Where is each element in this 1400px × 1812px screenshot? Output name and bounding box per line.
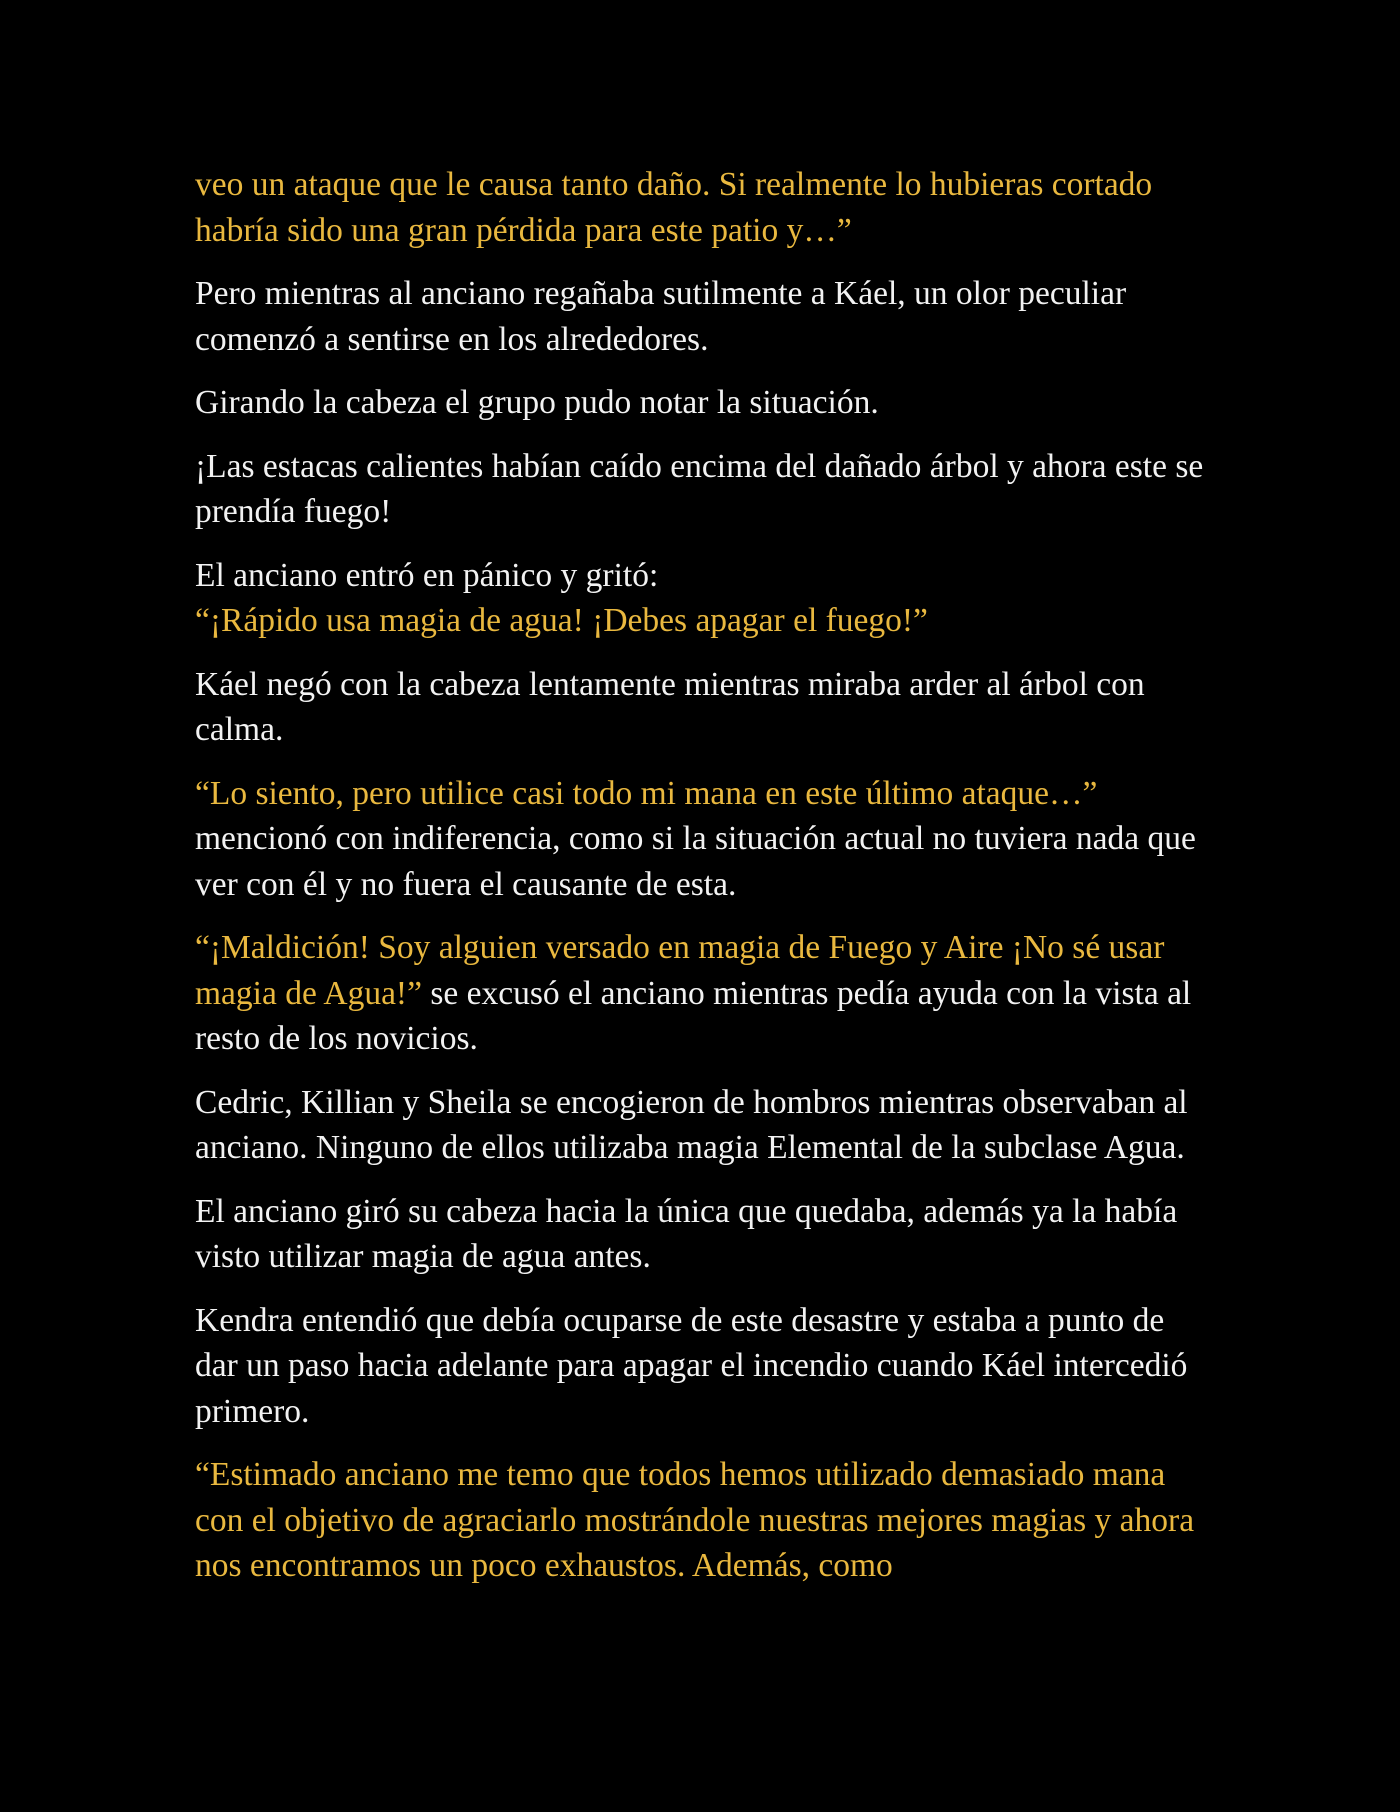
dialogue-text: “¡Maldición! Soy alguien versado en magia de Fuego y Aire ¡No sé usar magia de Agua!”	[195, 929, 1165, 1012]
dialogue-text: “Estimado anciano me temo que todos hemos utilizado demasiado mana con el objetivo de agraciarlo mostrándole nuestras mejores magias y ahora nos encontramos un poco exhaustos. Además, como	[195, 1456, 1195, 1584]
narration-text: Kendra entendió que debía ocuparse de este desastre y estaba a punto de dar un paso hacia adelante para apagar el incendio cuando Káel intercedió primero.	[195, 1301, 1188, 1430]
dialogue-text: “¡Rápido usa magia de agua! ¡Debes apagar el fuego!”	[195, 602, 928, 639]
paragraph	[195, 380, 1215, 426]
narration-text: mencionó con indiferencia, como si la situación actual no tuviera nada que ver con él y no fuera el causante de esta.	[195, 820, 1196, 903]
narration-text: Pero mientras al anciano regañaba sutilmente a Káel, un olor peculiar comenzó a sentirse en los alrededores.	[195, 275, 1127, 358]
dialogue-text: “Lo siento, pero utilice casi todo mi mana en este último ataque…”	[195, 774, 1098, 812]
paragraph	[195, 1452, 1215, 1589]
paragraph	[195, 925, 1215, 1062]
paragraph	[195, 771, 1215, 908]
paragraph	[195, 1080, 1215, 1171]
narration-text: Cedric, Killian y Sheila se encogieron de hombros mientras observaban al anciano. Ninguno de ellos utilizaba magia Elemental de la subclase Agua.	[195, 1083, 1188, 1166]
narration-text: Girando la cabeza el grupo pudo notar la situación.	[195, 384, 879, 421]
narration-text: El anciano giró su cabeza hacia la única que quedaba, además ya la había visto utilizar magia de agua antes.	[195, 1192, 1178, 1275]
narration-text: ¡Las estacas calientes habían caído encima del dañado árbol y ahora este se prendía fuego!	[195, 447, 1204, 530]
document-page	[195, 162, 1215, 1607]
paragraph	[195, 1189, 1215, 1280]
narration-text: El anciano entró en pánico y gritó:	[195, 556, 659, 594]
paragraph	[195, 444, 1215, 535]
paragraph	[195, 162, 1215, 253]
dialogue-text: veo un ataque que le causa tanto daño. Si realmente lo hubieras cortado habría sido una gran pérdida para este patio y…”	[195, 166, 1153, 249]
narration-text: se excusó el anciano mientras pedía ayuda con la vista al resto de los novicios.	[195, 974, 1192, 1057]
narration-text: Káel negó con la cabeza lentamente mientras miraba arder al árbol con calma.	[195, 665, 1145, 748]
paragraph	[195, 271, 1215, 362]
paragraph	[195, 662, 1215, 753]
paragraph	[195, 553, 1215, 644]
paragraph	[195, 1298, 1215, 1435]
